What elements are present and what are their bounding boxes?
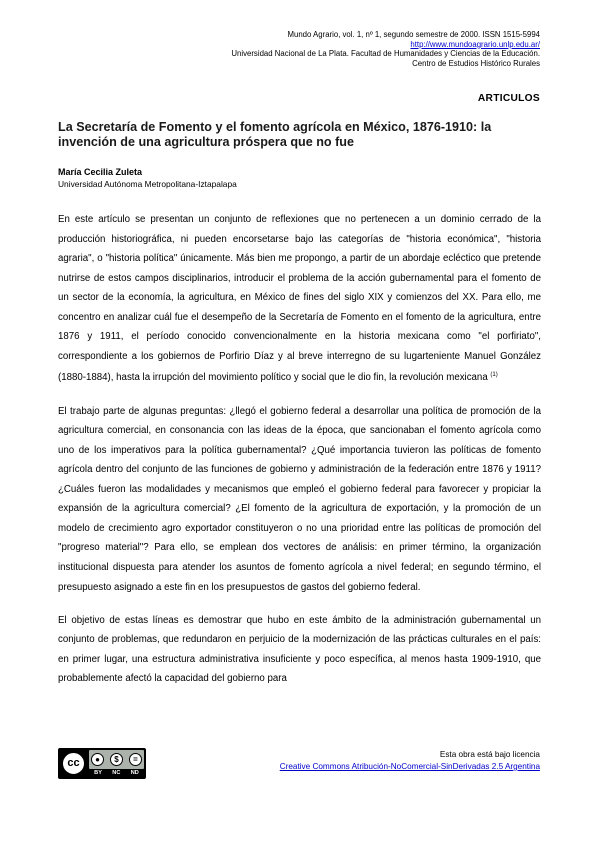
paragraph-1 (58, 210, 541, 388)
cc-by-label: BY (94, 770, 102, 776)
paragraph-1-text: En este artículo se presentan un conjunto de reflexiones que no pertenecen a un dominio cerrado de la producción historiográfica, ni pueden encorsetarse bajo las categorías de "historia económica", "historia agraria", o "historia política" únicamente. Más bien me propongo, a partir de un abordaje ecléctico que pretende nutrirse de estos campos disciplinarios, introducir el problema de la acción gubernamental para el fomento de un sector de la economía, la agricultura, en México de fines del siglo XIX y comienzos del XX. Para ello, me concentro en analizar cuál fue el desempeño de la Secretaría de Fomento en el fomento de la agricultura, entre 1876 y 1911, el período conocido convencionalmente en la historia mexicana como "el porfiriato", correspondiente a los gobiernos de Porfirio Díaz y al breve interregno de su lugarteniente Manuel González (1880-1884), hasta la irrupción del movimiento político y social que le dio fin, la revolución mexicana (58, 214, 541, 384)
license-link[interactable]: Creative Commons Atribución-NoComercial-SinDerivadas 2.5 Argentina (279, 762, 540, 771)
footnote-marker[interactable]: (1) (490, 372, 498, 379)
paragraph-2: El trabajo parte de algunas preguntas: ¿llegó el gobierno federal a desarrollar una política de promoción de la agricultura comercial, en consonancia con las ideas de la época, que sancionaban el fomento agrícola como uno de los imperativos para la política gubernamental? ¿Qué importancia tuvieron las políticas de fomento agrícola dentro del conjunto de las funciones de gobierno y administración de la federación entre 1876 y 1911? ¿Cuáles fueron las modalidades y mecanismos que empleó el gobierno federal para favorecer y propiciar la expansión de la agricultura comercial? ¿El fomento de la agricultura de exportación, y la promoción de un modelo de crecimiento agro exportador constituyeron o no una prioridad entre las políticas de promoción del "progreso material"? Para ello, se emplean dos vectores de análisis: en primer término, la organización institucional dispuesta para atender los asuntos de fomento agrícola a nivel federal; en segundo término, el presupuesto asignado a este fin en los presupuestos de gastos del gobierno federal. (58, 405, 541, 593)
section-label: ARTICULOS (477, 93, 540, 104)
paragraph-3: El objetivo de estas líneas es demostrar que hubo en este ámbito de la administración gubernamental un conjunto de problemas, que redundaron en perjuicio de la modernización de las prácticas culturales en el país: en primer lugar, una estructura administrativa insuficiente y poco específica, al menos hasta 1909-1910, que probablemente afectó la capacidad del gobierno para (58, 614, 541, 685)
cc-icon-band (89, 750, 144, 769)
center-line: Centro de Estudios Histórico Rurales (412, 58, 540, 68)
cc-labels (89, 770, 144, 776)
cc-nd-label: ND (130, 770, 139, 776)
cc-by-icon: ● (91, 753, 104, 766)
author-name: María Cecilia Zuleta (58, 167, 143, 177)
cc-nc-icon: $ (110, 753, 123, 766)
license-notice (280, 749, 540, 773)
journal-url-link[interactable]: http://www.mundoagrario.unlp.edu.ar/ (410, 39, 540, 49)
cc-nc-label: NC (112, 770, 121, 776)
author-affiliation: Universidad Autónoma Metropolitana-Iztapalapa (58, 179, 237, 189)
article-body (58, 210, 541, 702)
cc-logo-icon: cc (61, 751, 86, 776)
journal-header (120, 30, 540, 68)
cc-nd-icon: = (129, 753, 142, 766)
article-title: La Secretaría de Fomento y el fomento agrícola en México, 1876-1910: la invención de una agricultura próspera que no fue (58, 120, 492, 149)
institution-line: Universidad Nacional de La Plata. Facultad de Humanidades y Ciencias de la Educación. (231, 49, 540, 59)
creative-commons-badge[interactable] (58, 748, 146, 779)
journal-citation: Mundo Agrario, vol. 1, nº 1, segundo semestre de 2000. ISSN 1515-5994 (287, 30, 540, 39)
license-line: Esta obra está bajo licencia (439, 750, 540, 759)
